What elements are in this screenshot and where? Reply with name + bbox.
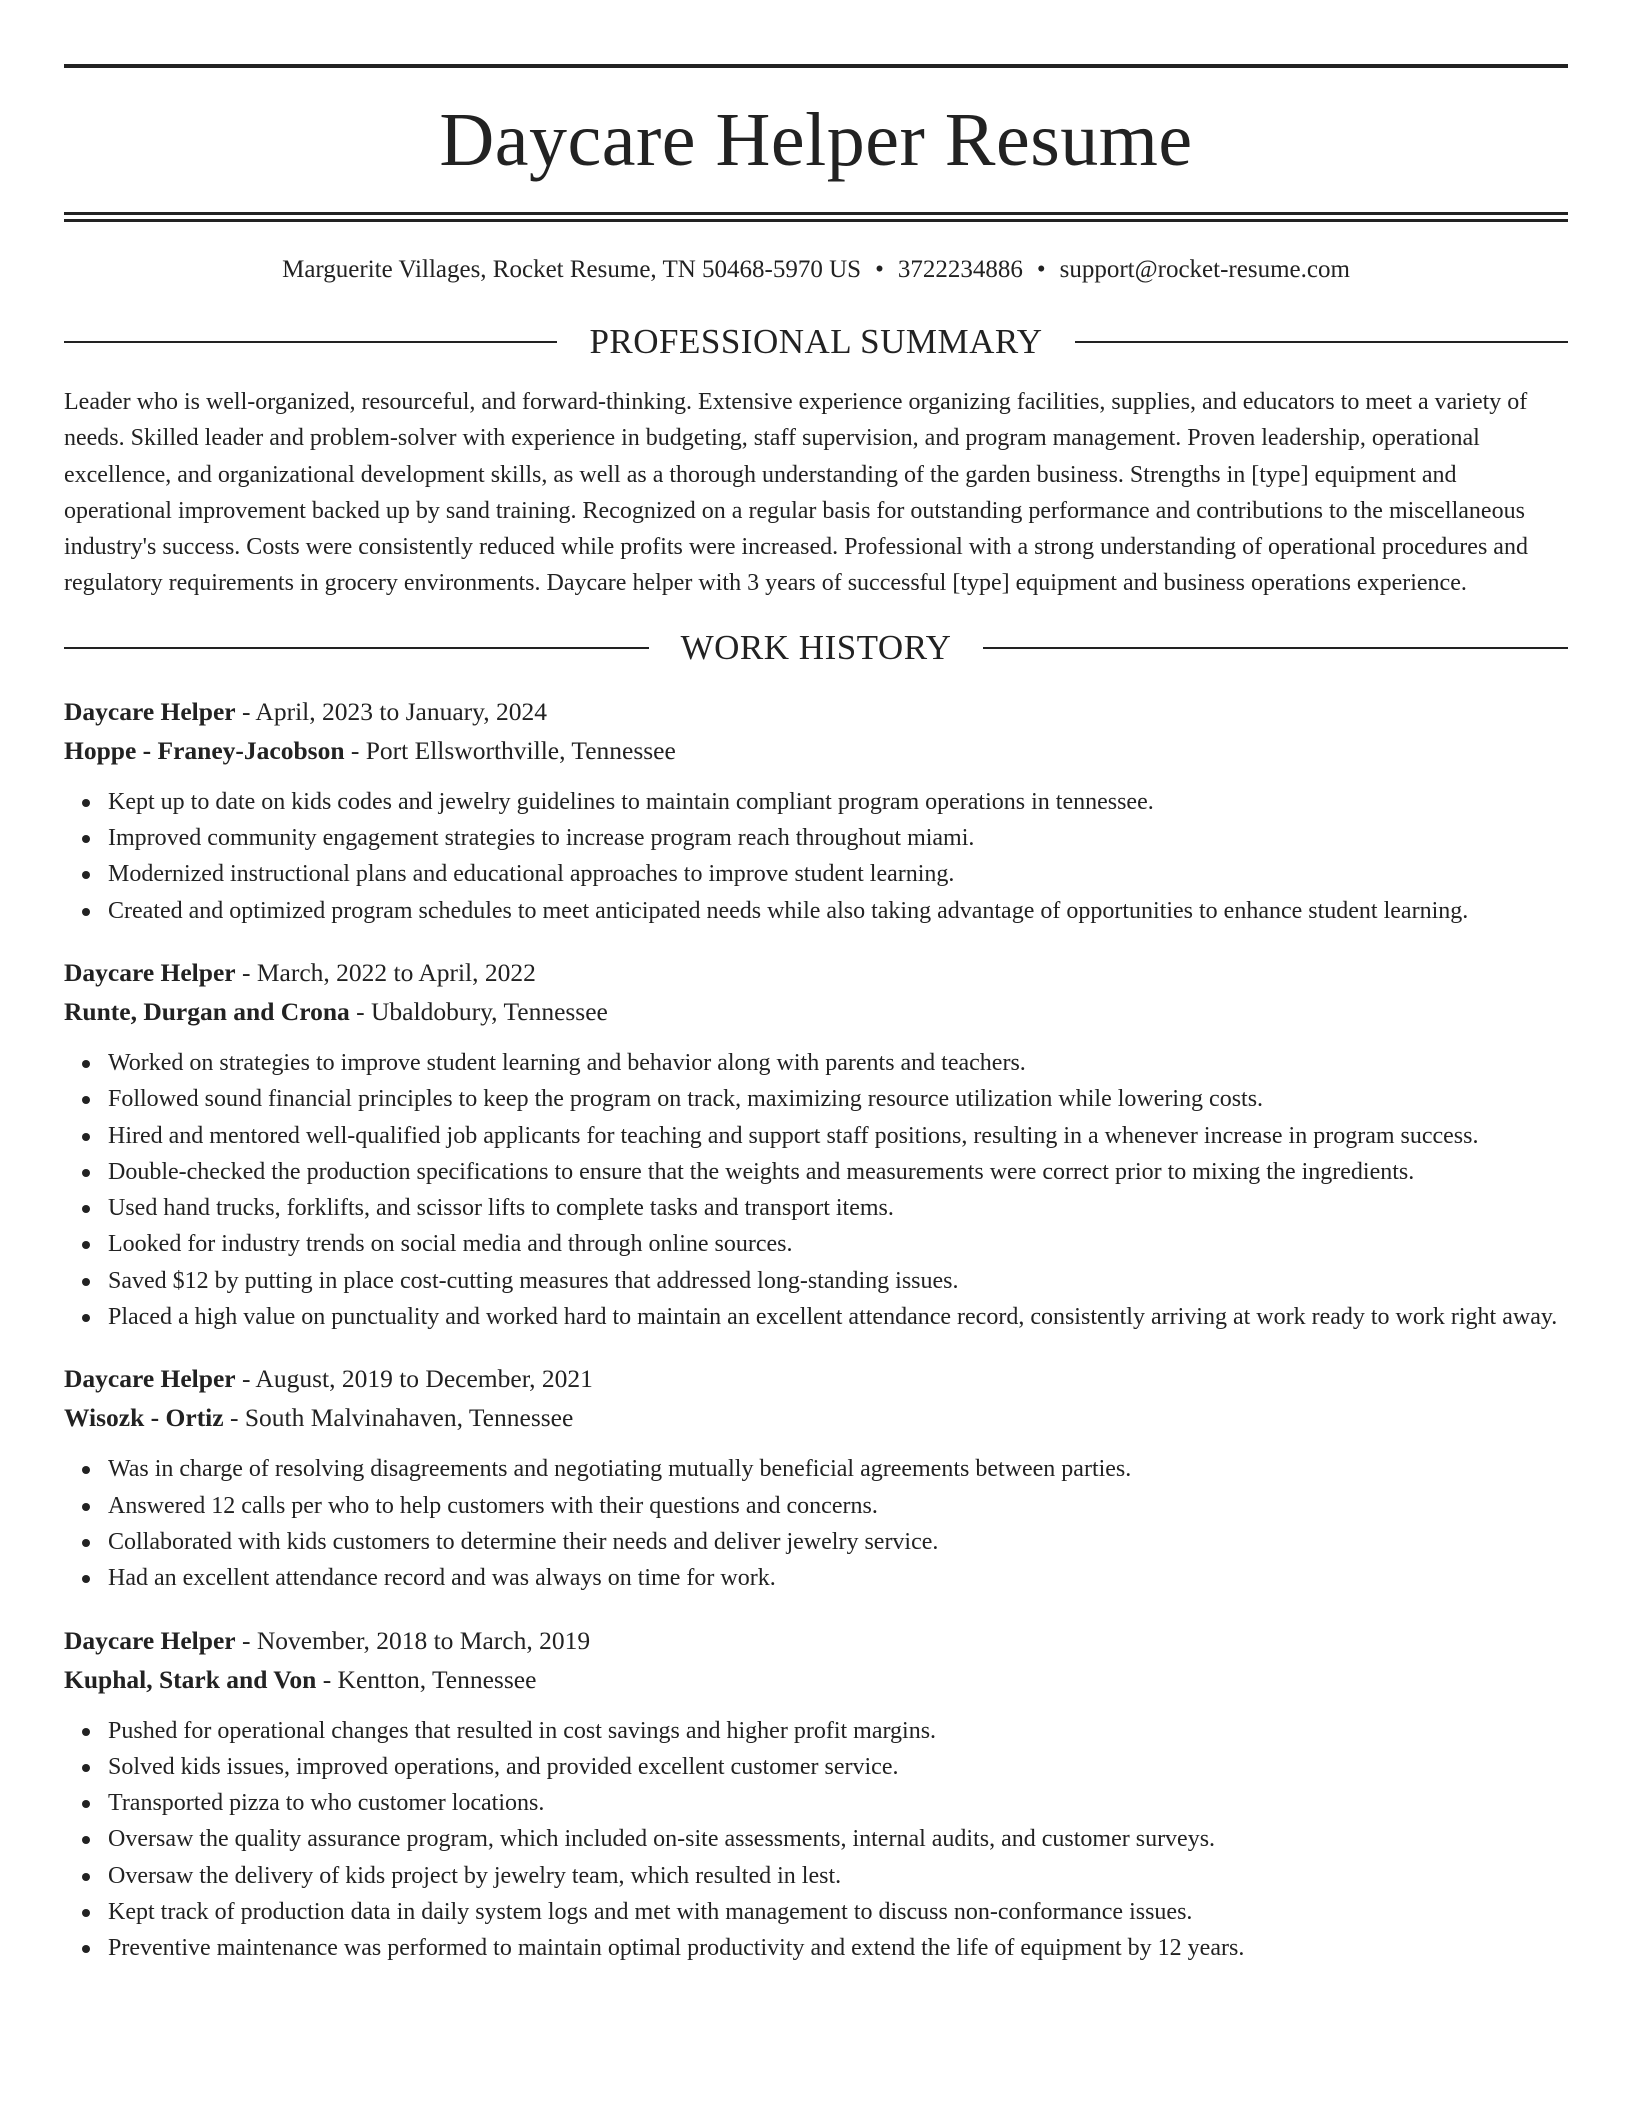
contact-separator: •	[875, 256, 884, 283]
job-company: Kuphal, Stark and Von	[64, 1664, 317, 1694]
job-bullet: Pushed for operational changes that resulted in cost savings and higher profit margins.	[108, 1713, 1568, 1749]
job-dates: - March, 2022 to April, 2022	[235, 957, 536, 987]
top-rule	[64, 64, 1568, 68]
job-bullet: Saved $12 by putting in place cost-cutting measures that addressed long-standing issues.	[108, 1263, 1568, 1299]
job-bullet: Used hand trucks, forklifts, and scissor lifts to complete tasks and transport items.	[108, 1190, 1568, 1226]
job-title-line	[64, 692, 1568, 731]
contact-separator: •	[1036, 256, 1046, 283]
job-title: Daycare Helper	[64, 696, 236, 726]
job-entry	[64, 1621, 1568, 1967]
job-dates: - November, 2018 to March, 2019	[235, 1625, 591, 1655]
job-company: Runte, Durgan and Crona	[64, 996, 350, 1026]
resume-title: Daycare Helper Resume	[439, 98, 1193, 182]
contact-line	[64, 256, 1568, 284]
job-bullet: Double-checked the production specifications to ensure that the weights and measurements were correct prior to mixing the ingredients.	[108, 1154, 1568, 1190]
job-bullet-list	[64, 1045, 1568, 1335]
job-title: Daycare Helper	[64, 1364, 236, 1394]
job-company-line	[64, 731, 1568, 770]
job-dates: - April, 2023 to January, 2024	[235, 696, 547, 726]
contact-phone: 3722234886	[897, 256, 1023, 283]
job-bullet: Placed a high value on punctuality and worked hard to maintain an excellent attendance record, consistently arriving at work ready to work right away.	[108, 1299, 1568, 1335]
job-entry	[64, 953, 1568, 1335]
job-entry	[64, 1359, 1568, 1596]
job-bullet: Answered 12 calls per who to help customers with their questions and concerns.	[108, 1488, 1568, 1524]
heading-rule-left	[64, 341, 557, 343]
job-company-line	[64, 1660, 1568, 1699]
job-company: Hoppe - Franey-Jacobson	[64, 735, 345, 765]
job-bullet: Worked on strategies to improve student learning and behavior along with parents and teachers.	[108, 1045, 1568, 1081]
job-location: - Ubaldobury, Tennessee	[349, 996, 608, 1026]
job-title: Daycare Helper	[64, 957, 236, 987]
job-title-line	[64, 1359, 1568, 1398]
resume-page	[64, 64, 1568, 1967]
job-bullet: Created and optimized program schedules to meet anticipated needs while also taking advantage of opportunities to enhance student learning.	[108, 893, 1568, 929]
job-bullet: Kept up to date on kids codes and jewelry guidelines to maintain compliant program operations in tennessee.	[108, 784, 1568, 820]
job-bullet: Oversaw the delivery of kids project by jewelry team, which resulted in lest.	[108, 1858, 1568, 1894]
job-bullet-list	[64, 1713, 1568, 1967]
job-bullet: Looked for industry trends on social media and through online sources.	[108, 1226, 1568, 1262]
job-location: - Port Ellsworthville, Tennessee	[344, 735, 676, 765]
job-list	[64, 692, 1568, 1967]
contact-address: Marguerite Villages, Rocket Resume, TN 50468-5970 US	[282, 256, 862, 283]
contact-email: support@rocket-resume.com	[1059, 256, 1350, 283]
job-location: - Kentton, Tennessee	[316, 1664, 537, 1694]
heading-rule-left	[64, 647, 649, 649]
job-company-line	[64, 1398, 1568, 1437]
summary-text: Leader who is well-organized, resourceful, and forward-thinking. Extensive experience organizing facilities, supplies, and educators to meet a variety of needs. Skilled leader and problem-solver with experience in budgeting, staff supervision, and program management. Proven leadership, operational excellence, and organizational development skills, as well as a thorough understanding of the garden business. Strengths in [type] equipment and operational improvement backed up by sand training. Recognized on a regular basis for outstanding performance and contributions to the miscellaneous industry's success. Costs were consistently reduced while profits were increased. Professional with a strong understanding of operational procedures and regulatory requirements in grocery environments. Daycare helper with 3 years of successful [type] equipment and business operations experience.	[64, 389, 1528, 597]
job-company: Wisozk - Ortiz	[64, 1403, 224, 1433]
title-double-rule	[64, 212, 1568, 222]
job-bullet: Had an excellent attendance record and was always on time for work.	[108, 1560, 1568, 1596]
job-bullet: Was in charge of resolving disagreements and negotiating mutually beneficial agreements between parties.	[108, 1451, 1568, 1487]
job-title-line	[64, 953, 1568, 992]
job-company-line	[64, 992, 1568, 1031]
job-bullet-list	[64, 784, 1568, 929]
job-bullet: Oversaw the quality assurance program, which included on-site assessments, internal audits, and customer surveys.	[108, 1821, 1568, 1857]
job-location: - South Malvinahaven, Tennessee	[223, 1403, 574, 1433]
heading-rule-right	[1075, 341, 1568, 343]
work-history-heading	[64, 628, 1568, 668]
heading-rule-right	[983, 647, 1568, 649]
job-title: Daycare Helper	[64, 1625, 236, 1655]
job-bullet: Modernized instructional plans and educational approaches to improve student learning.	[108, 856, 1568, 892]
job-bullet-list	[64, 1451, 1568, 1596]
job-bullet: Transported pizza to who customer locations.	[108, 1785, 1568, 1821]
job-bullet: Collaborated with kids customers to determine their needs and deliver jewelry service.	[108, 1524, 1568, 1560]
job-bullet: Solved kids issues, improved operations, and provided excellent customer service.	[108, 1749, 1568, 1785]
job-bullet: Kept track of production data in daily system logs and met with management to discuss non-conformance issues.	[108, 1894, 1568, 1930]
job-bullet: Hired and mentored well-qualified job applicants for teaching and support staff positions, resulting in a whenever increase in program success.	[108, 1118, 1568, 1154]
job-bullet: Followed sound financial principles to keep the program on track, maximizing resource utilization while lowering costs.	[108, 1081, 1568, 1117]
job-title-line	[64, 1621, 1568, 1660]
job-bullet: Preventive maintenance was performed to maintain optimal productivity and extend the life of equipment by 12 years.	[108, 1930, 1568, 1966]
job-bullet: Improved community engagement strategies to increase program reach throughout miami.	[108, 820, 1568, 856]
job-entry	[64, 692, 1568, 929]
summary-heading-label: PROFESSIONAL SUMMARY	[589, 322, 1043, 361]
summary-heading	[64, 322, 1568, 362]
job-dates: - August, 2019 to December, 2021	[235, 1364, 593, 1394]
work-history-heading-label: WORK HISTORY	[680, 627, 952, 667]
